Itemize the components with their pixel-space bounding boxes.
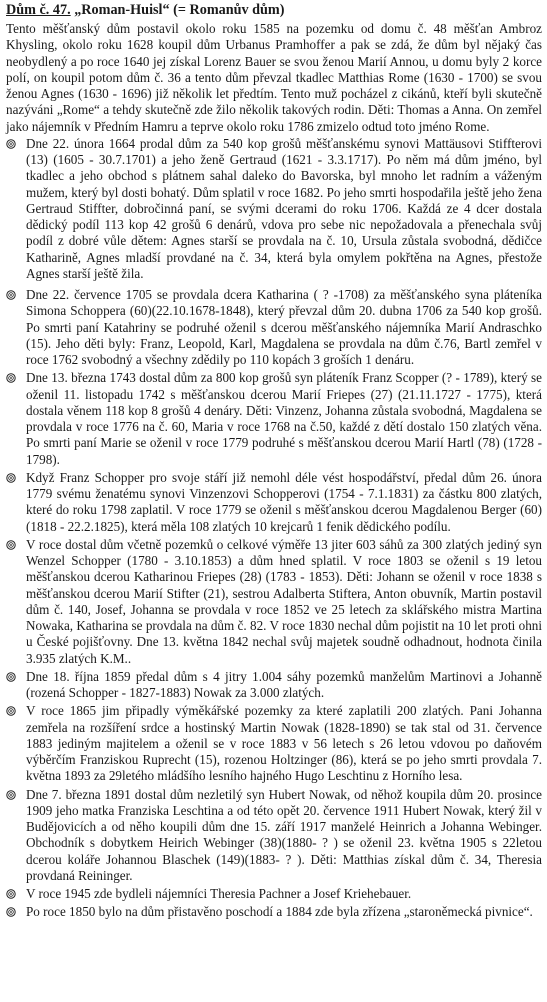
bullet-icon [6, 370, 26, 383]
bullet-icon [6, 703, 26, 716]
entry-item [6, 886, 542, 902]
entry-text: V roce 1945 zde bydleli nájemníci Theresia Pachner a Josef Kriehebauer. [26, 886, 412, 901]
entry-text: Dne 22. července 1705 se provdala dcera Katharina ( ? -1708) za měšťanského syna pláteníka Simona Schoppera (60)(22.10.1678-1848), který převzal dům 20. dubna 1706 za 540 kop grošů. Po smrti paní Katahriny se podruhé oženil s dcerou měšťanského nájemníka Marií Andraschko (15). Jeho děti byly: Franz, Leopold, Karl, Magdalena se provdala na dům č.76, Bartl zemřel v roce 1762 svobodný a všechny zdědily po 110 kopách 3 groších 1 denáru. [26, 287, 542, 367]
entry-list [6, 136, 542, 921]
bullet-icon [6, 904, 26, 917]
bullet-icon [6, 669, 26, 682]
entry-text: Po roce 1850 bylo na dům přistavěno poschodí a 1884 zde byla zřízena „staroněmecká pivnice“. [26, 904, 533, 920]
entry-text: Dne 22. února 1664 prodal dům za 540 kop grošů měšťanskému synovi Mattäusovi Stiffterovi (13) (1605 - 30.7.1701) a jeho ženě Gertraud (1621 - 3.3.1717). Po něm má dům jméno, byl tkadlec a jeho obchod s plátnem sahal daleko do Bavorska, byl mnoho let radním a váženým mužem, který byl dosti bohatý. Dům splatil v roce 1682. Po jeho smrti hospodařila ještě jeho žena Gertraud Stiffter, dobročinná paní, se svými dcerami do roku 1706. Každá ze 4 dcer dostala dědický podíl 113 kop 42 grošů 6 denárů, vdova pro sebe nic nepožadovala a přenechala svůj podíl z dobré vůle dětem: Agnes starší se provdala na č. 10, Ursula zůstala svobodná, dědičce Katharině, Agnes mladší provdané na č. 34, která byla omylem pokřtěna na Agnes, přestože Agnes starší ještě žila. [26, 135, 542, 281]
entry-item [6, 537, 542, 667]
entry-item [6, 787, 542, 885]
entry-item [6, 904, 542, 920]
bullet-icon [6, 886, 26, 899]
bullet-icon [6, 287, 26, 300]
entry-item [6, 136, 542, 282]
house-number: Dům č. 47. [6, 2, 71, 18]
house-heading [6, 2, 542, 19]
bullet-icon [6, 787, 26, 800]
entry-text: V roce 1865 jim připadly výměkářské pozemky za které zaplatili 200 zlatých. Pani Johanna zemřela na rozšíření srdce a hostinský Martin Nowak (1828-1890) se tak stal od 31. července 1883 jediným majitelem a oženil se v roce 1883 v 56 letech s 26 letou vdovou po daňovém výběrčím Franziskou Ruprecht (15), rozenou Holtzinger (86), která se po jeho smrti provdala 7. května 1893 za 29letého mládšího lesního hajného Hugo Leschtinu z Horního lesa. [26, 703, 542, 784]
bullet-icon [6, 537, 26, 550]
house-title: „Roman-Huisl“ (= Romanův dům) [74, 2, 285, 18]
entry-item [6, 669, 542, 702]
entry-text: V roce dostal dům včetně pozemků o celkové výměře 13 jiter 603 sáhů za 300 zlatých jediný syn Wenzel Schopper (1780 - 3.10.1853) a dům hned splatil. V roce 1803 se oženil s 19 letou měšťanskou dcerou Katharinou Friepes (28) (1783 - 1853). Děti: Johann se oženil v roce 1838 s měšťanskou dcerou Marií Stifter (21), sestrou Adalberta Stiftera, Anton obuvník, Martin postavil dům č. 140, Josef, Johanna se provdala v roce 1852 ve 25 letech za sklářského mistra Martina Nowaka, Katharina se provdala na dům č. 82. V roce 1830 nechal dům pojistit na 10 let proti ohni u České pojišťovny. Dne 13. května 1842 nechal svůj majetek soudně odhadnout, hodnota činila 3.935 zlatých K.M.. [26, 536, 542, 666]
entry-text: Dne 7. března 1891 dostal dům nezletilý syn Hubert Nowak, od něhož koupila dům 20. prosince 1909 jeho matka Franziska Leschtina a od této opět 20. července 1911 Hubert Nowak, který žil v Budějovicích a od něho koupili dům dne 15. září 1917 manželé Heinrich a Johanna Webinger. Obchodník s dobytkem Heirich Webinger (38)(1880- ? ) se oženil 23. května 1905 s 22letou dcerou koláře Johannou Blaschek (149)(1883- ? ). Děti: Matthias získal dům č. 34, Theresia provdaná Reininger. [26, 786, 542, 883]
entry-text: Dne 13. března 1743 dostal dům za 800 kop grošů syn pláteník Franz Scopper (? - 1789), který se oženil 11. listopadu 1742 s měšťanskou dcerou Marií Friepes (27) (21.11.1727 - 1775), která dostala věnem 118 kop 8 grošů 4 denáry. Děti: Vinzenz, Johanna zůstala svobodná, Magdalena se provdala v roce 1776 na č. 60, Maria v roce 1768 na č.50, každé z dětí dostalo 150 zlatých věna. Po smrti paní Marie se oženil v roce 1779 podruhé s měšťanskou dcerou Marií Hartl (78) (1728 - 1798). [26, 370, 542, 467]
entry-text: Dne 18. října 1859 předal dům s 4 jitry 1.004 sáhy pozemků manželům Martinovi a Johanně (rozená Schopper - 1827-1883) Nowak za 3.000 zlatých. [26, 668, 542, 700]
bullet-icon [6, 136, 26, 149]
entry-item [6, 287, 542, 368]
entry-item [6, 470, 542, 535]
entry-text: Když Franz Schopper pro svoje stáří již nemohl déle vést hospodářství, předal dům 26. února 1779 svému ženatému synovi Vinzenzovi Schopperovi (1754 - 7.1.1831) za částku 800 zlatých, které do roku 1798 zaplatil. V roce 1779 se oženil s měšťanskou dcerou Magdalenou Berger (60) (1818 - 22.2.1825), která měla 108 zlatých 10 krejcarů 1 fenik dědického podílu. [26, 469, 542, 534]
intro-paragraph: Tento měšťanský dům postavil okolo roku 1585 na pozemku od domu č. 48 měšťan Ambroz Khysling, okolo roku 1628 koupil dům Urbanus Pramhoffer a pak se zdá, že dům byl nějaký čas neobydlený a po roce 1640 jej získal Lorenz Bauer se svou ženou Marií Annou, u domu byly 2 korce polí, on koupil potom dům č. 36 a tento dům převzal tkadlec Matthias Rome (1630 - 1700) se svou ženou Agnes (1630 - 1696) již několik let předtím. Tento muž pocházel z cikánů, kteří byli skutečně nazýváni „Rome“ a tehdy skutečně zde žilo několik takových rodin. Děti: Thomas a Anna. On zemřel jako nájemník v Předním Hamru a teprve okolo roku 1786 zmizelo odtud toto jméno Rome. [6, 21, 542, 134]
entry-item [6, 703, 542, 784]
entry-item [6, 370, 542, 468]
bullet-icon [6, 470, 26, 483]
